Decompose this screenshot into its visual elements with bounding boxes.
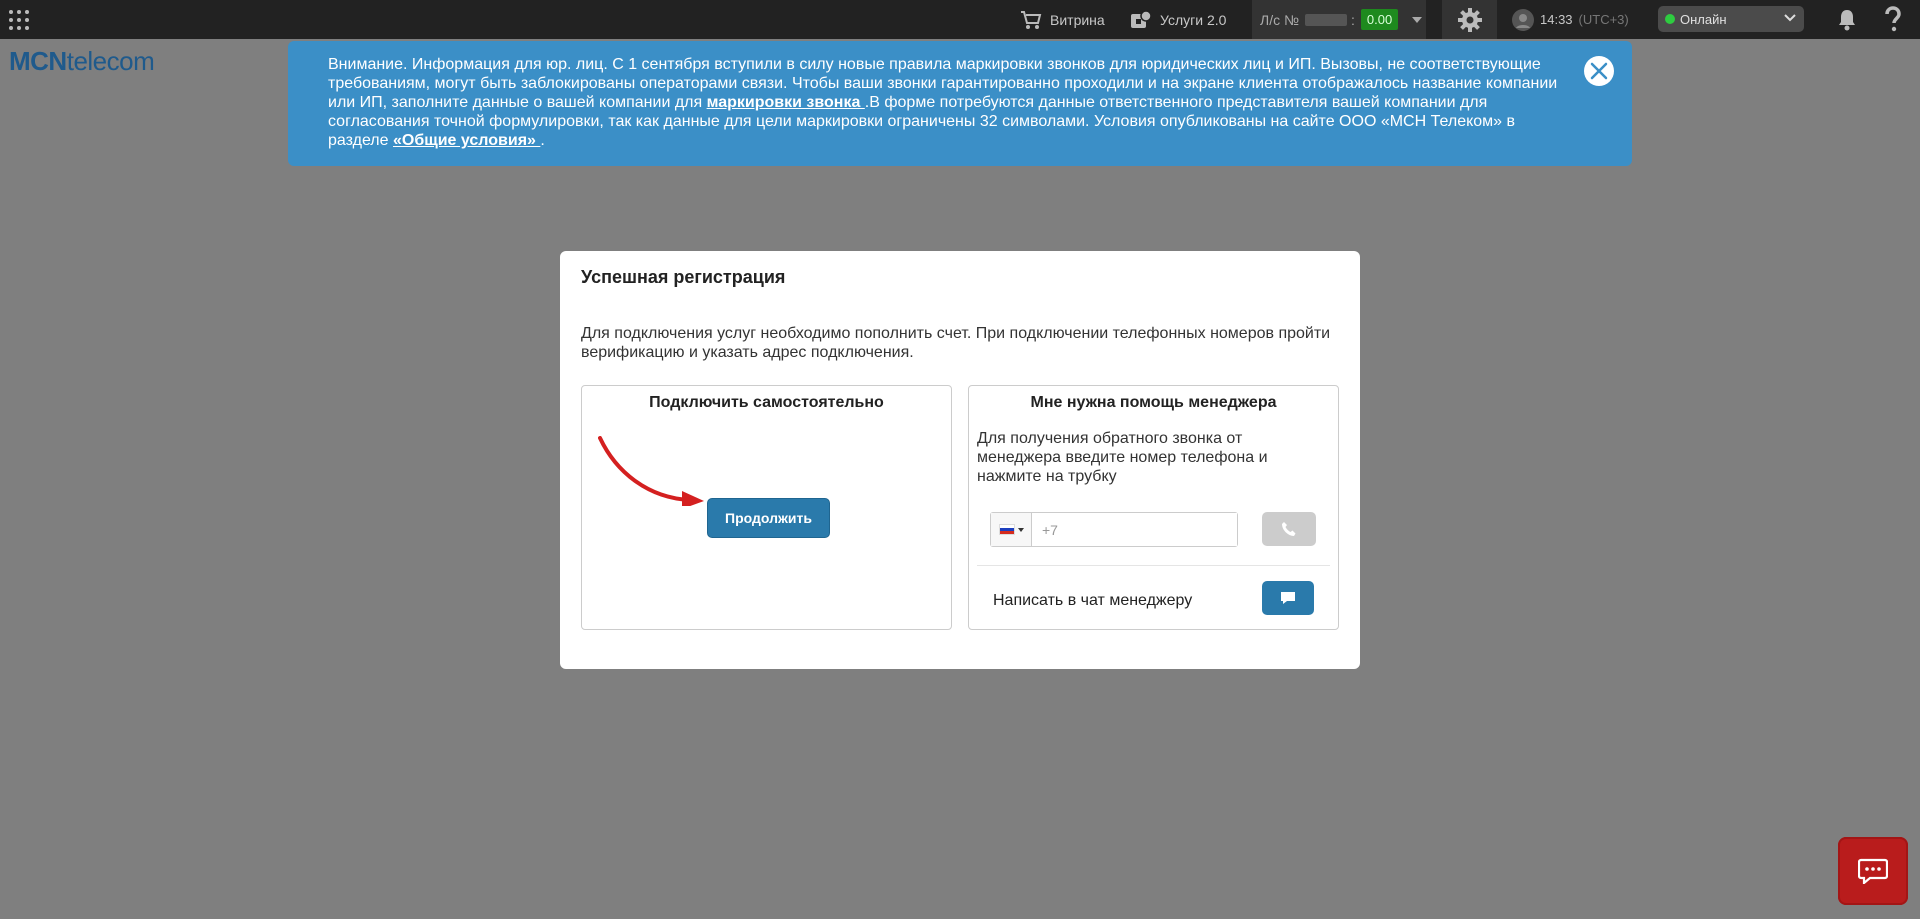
manager-help-text: Для получения обратного звонка от менеджера введите номер телефона и нажмите на трубку [977, 430, 1268, 485]
chat-manager-button[interactable] [1262, 581, 1314, 615]
clock-time: 14:33 [1540, 12, 1573, 27]
banner-text-part: Внимание. Информация для юр. лиц. С 1 сентября вступили в силу новые правила маркировки звонков для юридических лиц и ИП. Вызовы, не соответствующие требованиям, могут быть заблокированы операторами связи. Чтобы ваши звонки гарантированно проходили и на экране клиента отображалось название компании или ИП, заполните данные о вашей компании для [328, 56, 1558, 111]
account-number-masked [1305, 14, 1347, 26]
chevron-down-icon [1018, 528, 1024, 532]
divider [977, 565, 1330, 566]
chevron-down-icon [1784, 14, 1796, 22]
bell-icon[interactable] [1836, 8, 1858, 32]
self-connect-title: Подключить самостоятельно [649, 394, 884, 411]
settings-button[interactable] [1442, 0, 1497, 39]
red-arrow [598, 436, 708, 506]
modal-title: Успешная регистрация [581, 267, 786, 287]
banner-close-button[interactable] [1584, 56, 1614, 86]
chat-manager-label: Написать в чат менеджеру [993, 592, 1193, 609]
close-icon [1590, 62, 1608, 80]
help-icon[interactable] [1884, 6, 1902, 32]
self-connect-card [581, 385, 952, 630]
user-avatar-icon [1512, 9, 1534, 31]
logo-rest: telecom [66, 46, 155, 76]
logo-bold: MCN [9, 46, 67, 76]
account-prefix: Л/с № [1260, 11, 1299, 28]
call-button[interactable] [1262, 512, 1316, 546]
phone-field [990, 512, 1238, 547]
showcase-label: Витрина [1050, 11, 1105, 28]
account-selector[interactable] [1252, 0, 1426, 39]
manager-help-card [968, 385, 1339, 630]
status-value: Онлайн [1680, 11, 1727, 27]
registration-modal [560, 251, 1360, 669]
status-select[interactable] [1658, 6, 1804, 32]
user-clock[interactable] [1512, 0, 1629, 39]
gear-icon [1457, 7, 1483, 33]
modal-description: Для подключения услуг необходимо пополнить счет. При подключении телефонных номеров пройти верификацию и указать адрес подключения. [581, 325, 1331, 361]
support-chat-button[interactable] [1838, 837, 1908, 905]
banner-text [328, 55, 1572, 150]
manager-help-title: Мне нужна помощь менеджера [1030, 394, 1277, 411]
call-marking-link[interactable]: маркировки звонка [706, 94, 865, 111]
phone-input[interactable] [1032, 513, 1237, 546]
showcase-link[interactable] [1020, 0, 1105, 39]
services-icon [1130, 10, 1152, 30]
chevron-down-icon [1412, 17, 1422, 23]
chat-icon [1858, 858, 1888, 884]
online-dot-icon [1665, 14, 1675, 24]
russia-flag-icon [999, 524, 1015, 535]
banner-text-part: . [540, 132, 545, 149]
phone-icon [1281, 521, 1297, 537]
notice-banner [288, 41, 1632, 166]
services-label: Услуги 2.0 [1160, 11, 1227, 28]
top-bar [0, 0, 1920, 39]
logo[interactable] [9, 46, 154, 77]
cart-icon [1020, 10, 1042, 30]
account-separator: : [1351, 11, 1355, 28]
apps-grid-icon[interactable] [8, 9, 30, 31]
chat-icon [1280, 591, 1296, 605]
country-selector[interactable] [991, 513, 1032, 546]
continue-button[interactable]: Продолжить [707, 498, 830, 538]
general-terms-link[interactable]: «Общие условия» [392, 132, 541, 149]
balance-badge: 0.00 [1361, 9, 1398, 30]
services-link[interactable] [1130, 0, 1226, 39]
timezone: (UTC+3) [1578, 12, 1629, 27]
banner-text-part: .В форме потребуются данные ответственного представителя вашей компании для согласования точной формулировки, так как данные для цели маркировки ограничены 32 символами. Условия опубликованы на сайте ООО «МСН Телеком» в разделе [328, 94, 1516, 149]
